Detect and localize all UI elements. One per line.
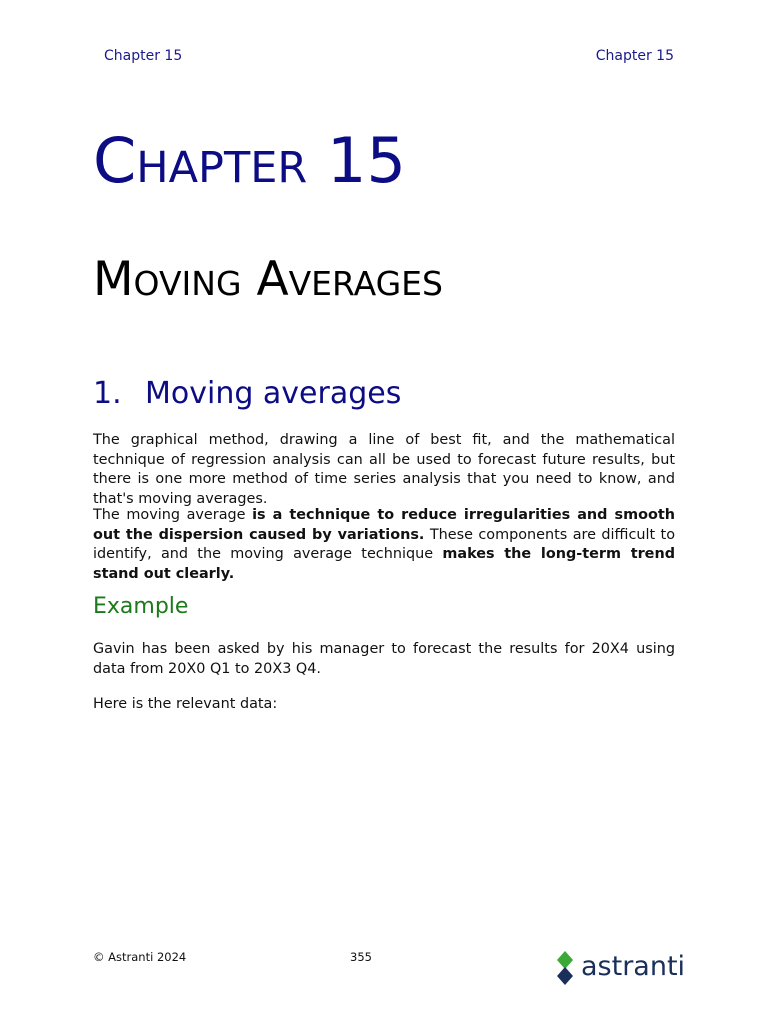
astranti-diamond-icon (554, 951, 576, 985)
astranti-logo (554, 948, 686, 988)
paragraph-moving-average-definition (93, 506, 675, 584)
paragraph-intro: The graphical method, drawing a line of best fit, and the mathematical technique of regression analysis can all be used to forecast future results, but there is one more method of time series analysis that you need to know, and that's moving averages. (93, 432, 675, 507)
bold-definition: is a technique to reduce irregularities and smooth out the dispersion caused by variations. (93, 507, 675, 543)
footer-copyright: © Astranti 2024 (93, 950, 187, 964)
paragraph-example-task: Gavin has been asked by his manager to forecast the results for 20X4 using data from 20X0 Q1 to 20X3 Q4. (93, 641, 675, 677)
chapter-title: Chapter 15 (93, 124, 406, 197)
header-left-chapter-label: Chapter 15 (104, 48, 183, 64)
logo-wordmark: astranti (581, 951, 686, 982)
paragraph-text: These components are difficult to identify, and the moving average technique (93, 526, 675, 562)
bold-trend-statement: makes the long-term trend stand out clearly. (93, 546, 675, 582)
example-heading: Example (93, 594, 189, 619)
section-number: 1. (93, 376, 122, 411)
section-heading (93, 376, 401, 411)
paragraph-text: The moving average (93, 507, 253, 523)
paragraph-data-intro: Here is the relevant data: (93, 696, 278, 712)
section-title: Moving averages (145, 376, 402, 411)
chapter-subtitle: Moving Averages (93, 252, 443, 307)
footer-page-number: 355 (350, 950, 372, 964)
running-header (104, 48, 674, 68)
header-right-chapter-label: Chapter 15 (595, 48, 674, 64)
